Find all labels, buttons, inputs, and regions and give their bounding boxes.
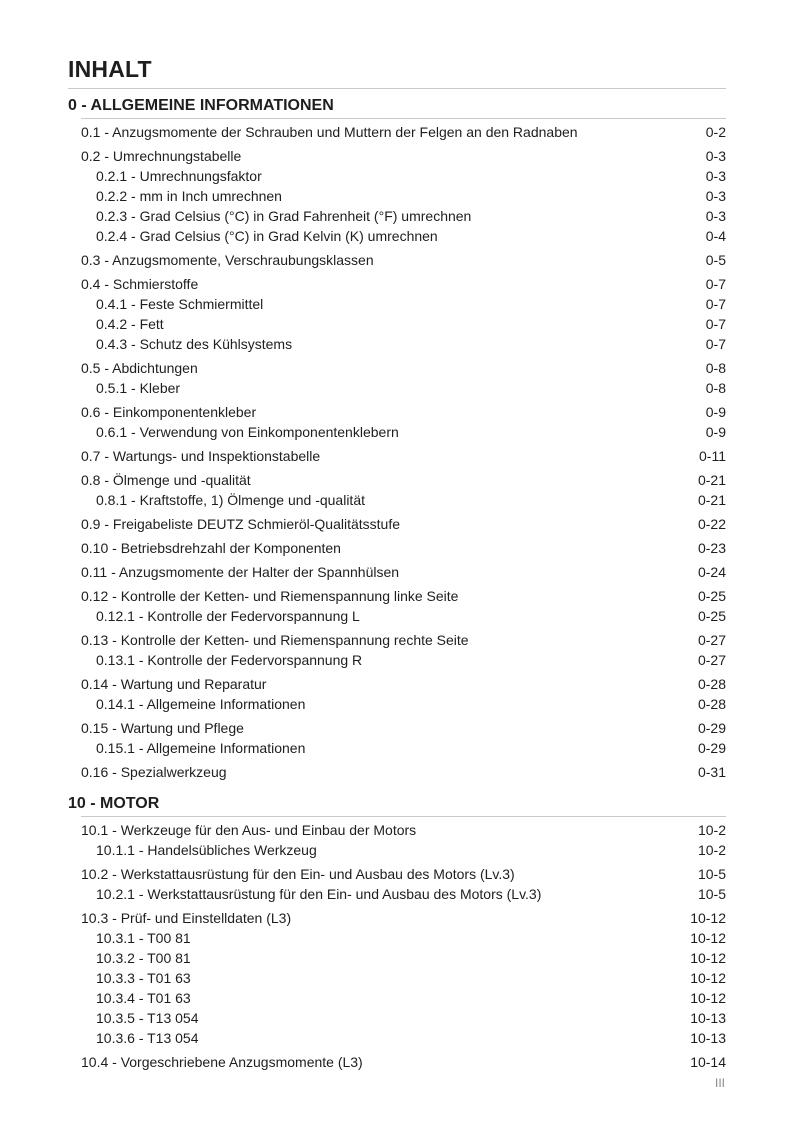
toc-entry-title: 0.9 - Freigabeliste DEUTZ Schmieröl-Qualitätsstufe — [81, 516, 400, 532]
toc-subentry[interactable] — [68, 840, 726, 860]
toc-entry-page: 0-29 — [697, 740, 726, 756]
title-divider — [68, 88, 726, 89]
toc-entry-title: 10.3.2 - T00 81 — [96, 950, 191, 966]
table-of-contents — [68, 94, 726, 1072]
toc-entry[interactable] — [68, 1052, 726, 1072]
toc-entry-title: 10.1 - Werkzeuge für den Aus- und Einbau der Motors — [81, 822, 417, 838]
toc-entry-title: 0.4.1 - Feste Schmiermittel — [96, 296, 264, 312]
toc-entry-page: 0-29 — [697, 720, 726, 736]
toc-entry-title: 0.2.2 - mm in Inch umrechnen — [96, 188, 282, 204]
toc-entry-page: 0-9 — [705, 424, 726, 440]
section-divider — [81, 816, 726, 817]
toc-entry[interactable] — [68, 718, 726, 738]
toc-entry-page: 0-21 — [697, 492, 726, 508]
toc-entry-page: 10-2 — [697, 842, 726, 858]
toc-entry[interactable] — [68, 470, 726, 490]
toc-subentry[interactable] — [68, 166, 726, 186]
toc-entry[interactable] — [68, 514, 726, 534]
toc-entry[interactable] — [68, 586, 726, 606]
toc-entry-title: 0.4.2 - Fett — [96, 316, 164, 332]
toc-subentry[interactable] — [68, 968, 726, 988]
toc-entry-title: 0.3 - Anzugsmomente, Verschraubungsklassen — [81, 252, 374, 268]
toc-subentry[interactable] — [68, 1008, 726, 1028]
toc-entry-page: 0-28 — [697, 676, 726, 692]
toc-subentry[interactable] — [68, 948, 726, 968]
toc-entry-title: 0.15.1 - Allgemeine Informationen — [96, 740, 306, 756]
toc-entry-title: 0.1 - Anzugsmomente der Schrauben und Muttern der Felgen an den Radnaben — [81, 124, 578, 140]
toc-entry[interactable] — [68, 864, 726, 884]
toc-entry-page: 0-25 — [697, 608, 726, 624]
toc-entry-title: 10.3 - Prüf- und Einstelldaten (L3) — [81, 910, 292, 926]
toc-entry-title: 0.6.1 - Verwendung von Einkomponentenklebern — [96, 424, 399, 440]
toc-entry-page: 0-23 — [697, 540, 726, 556]
toc-entry-page: 10-5 — [697, 886, 726, 902]
toc-entry-title: 10.4 - Vorgeschriebene Anzugsmomente (L3) — [81, 1054, 363, 1070]
toc-entry-page: 0-21 — [697, 472, 726, 488]
toc-entry[interactable] — [68, 630, 726, 650]
toc-entry-title: 10.3.5 - T13 054 — [96, 1010, 199, 1026]
toc-entry-page: 10-2 — [697, 822, 726, 838]
toc-entry-title: 10.3.1 - T00 81 — [96, 930, 191, 946]
toc-entry[interactable] — [68, 146, 726, 166]
toc-entry-page: 0-9 — [705, 404, 726, 420]
toc-entry-page: 0-24 — [697, 564, 726, 580]
toc-entry-title: 0.14 - Wartung und Reparatur — [81, 676, 267, 692]
toc-entry-page: 0-7 — [705, 316, 726, 332]
page-number: III — [714, 1076, 725, 1090]
toc-entry-title: 0.5 - Abdichtungen — [81, 360, 198, 376]
toc-entry-title: 0.12.1 - Kontrolle der Federvorspannung L — [96, 608, 360, 624]
toc-subentry[interactable] — [68, 186, 726, 206]
toc-entry-title: 0.2.3 - Grad Celsius (°C) in Grad Fahrenheit (°F) umrechnen — [96, 208, 472, 224]
toc-entry-page: 0-3 — [705, 168, 726, 184]
toc-entry-title: 0.12 - Kontrolle der Ketten- und Riemenspannung linke Seite — [81, 588, 459, 604]
toc-subentry[interactable] — [68, 988, 726, 1008]
toc-entry-page: 0-4 — [705, 228, 726, 244]
toc-entry-page: 10-12 — [690, 990, 726, 1006]
toc-entry-page: 0-8 — [705, 380, 726, 396]
toc-entry-title: 0.7 - Wartungs- und Inspektionstabelle — [81, 448, 321, 464]
toc-entry-title: 0.10 - Betriebsdrehzahl der Komponenten — [81, 540, 341, 556]
toc-subentry[interactable] — [68, 694, 726, 714]
toc-entry-title: 0.4 - Schmierstoffe — [81, 276, 199, 292]
toc-entry-page: 10-12 — [690, 930, 726, 946]
toc-entry-title: 0.13 - Kontrolle der Ketten- und Riemenspannung rechte Seite — [81, 632, 469, 648]
toc-entry[interactable] — [68, 274, 726, 294]
toc-subentry[interactable] — [68, 738, 726, 758]
page-title: INHALT — [68, 56, 152, 82]
section-divider — [81, 118, 726, 119]
toc-entry-title: 0.13.1 - Kontrolle der Federvorspannung R — [96, 652, 363, 668]
toc-entry-page: 0-22 — [697, 516, 726, 532]
toc-entry-title: 0.8.1 - Kraftstoffe, 1) Ölmenge und -qualität — [96, 492, 366, 508]
toc-entry[interactable] — [68, 250, 726, 270]
toc-entry-page: 0-3 — [705, 188, 726, 204]
toc-entry-page: 0-27 — [697, 652, 726, 668]
toc-entry[interactable] — [68, 538, 726, 558]
toc-entry-page: 0-28 — [697, 696, 726, 712]
toc-entry-title: 0.8 - Ölmenge und -qualität — [81, 472, 251, 488]
toc-entry-page: 0-5 — [705, 252, 726, 268]
toc-entry-title: 10.2 - Werkstattausrüstung für den Ein- und Ausbau des Motors (Lv.3) — [81, 866, 515, 882]
section-heading: 0 - ALLGEMEINE INFORMATIONEN — [68, 97, 334, 114]
section-heading: 10 - MOTOR — [68, 795, 160, 812]
toc-entry[interactable] — [68, 762, 726, 782]
toc-subentry[interactable] — [68, 422, 726, 442]
toc-entry[interactable] — [68, 446, 726, 466]
toc-entry-title: 0.15 - Wartung und Pflege — [81, 720, 244, 736]
toc-subentry[interactable] — [68, 378, 726, 398]
toc-entry[interactable] — [68, 402, 726, 422]
toc-entry[interactable] — [68, 562, 726, 582]
toc-entry-title: 0.14.1 - Allgemeine Informationen — [96, 696, 306, 712]
toc-entry-title: 10.3.4 - T01 63 — [96, 990, 191, 1006]
toc-subentry[interactable] — [68, 314, 726, 334]
toc-entry-title: 0.11 - Anzugsmomente der Halter der Spannhülsen — [81, 564, 400, 580]
toc-entry-page: 10-12 — [690, 970, 726, 986]
toc-subentry[interactable] — [68, 928, 726, 948]
toc-entry-title: 0.16 - Spezialwerkzeug — [81, 764, 227, 780]
toc-entry-page: 10-13 — [690, 1010, 726, 1026]
toc-subentry[interactable] — [68, 226, 726, 246]
toc-entry-page: 0-8 — [705, 360, 726, 376]
toc-entry-page: 10-5 — [697, 866, 726, 882]
toc-entry-page: 0-27 — [697, 632, 726, 648]
toc-subentry[interactable] — [68, 490, 726, 510]
toc-entry-page: 10-14 — [690, 1054, 726, 1070]
toc-entry-title: 10.2.1 - Werkstattausrüstung für den Ein- und Ausbau des Motors (Lv.3) — [96, 886, 542, 902]
toc-subentry[interactable] — [68, 606, 726, 626]
toc-entry-page: 10-12 — [690, 950, 726, 966]
toc-subentry[interactable] — [68, 650, 726, 670]
toc-entry-page: 0-7 — [705, 336, 726, 352]
toc-entry-page: 0-2 — [705, 124, 726, 140]
toc-subentry[interactable] — [68, 1028, 726, 1048]
toc-entry-page: 0-25 — [697, 588, 726, 604]
toc-entry[interactable] — [68, 358, 726, 378]
toc-entry-title: 0.2.1 - Umrechnungsfaktor — [96, 168, 262, 184]
toc-entry-title: 10.1.1 - Handelsübliches Werkzeug — [96, 842, 317, 858]
toc-entry-page: 0-11 — [699, 448, 726, 464]
toc-entry-page: 0-7 — [705, 296, 726, 312]
toc-entry-title: 0.6 - Einkomponentenkleber — [81, 404, 257, 420]
toc-subentry[interactable] — [68, 294, 726, 314]
toc-entry-title: 10.3.3 - T01 63 — [96, 970, 191, 986]
toc-entry-title: 0.2.4 - Grad Celsius (°C) in Grad Kelvin (K) umrechnen — [96, 228, 438, 244]
toc-subentry[interactable] — [68, 334, 726, 354]
toc-entry[interactable] — [68, 908, 726, 928]
toc-entry[interactable] — [68, 122, 726, 142]
toc-subentry[interactable] — [68, 884, 726, 904]
toc-entry[interactable] — [68, 820, 726, 840]
toc-entry-title: 0.2 - Umrechnungstabelle — [81, 148, 242, 164]
toc-entry-title: 0.4.3 - Schutz des Kühlsystems — [96, 336, 293, 352]
toc-entry-page: 0-3 — [705, 148, 726, 164]
toc-entry-page: 10-12 — [690, 910, 726, 926]
toc-entry-page: 0-3 — [705, 208, 726, 224]
toc-entry[interactable] — [68, 674, 726, 694]
toc-entry-page: 10-13 — [690, 1030, 726, 1046]
toc-entry-title: 10.3.6 - T13 054 — [96, 1030, 199, 1046]
toc-entry-title: 0.5.1 - Kleber — [96, 380, 181, 396]
toc-subentry[interactable] — [68, 206, 726, 226]
toc-entry-page: 0-7 — [705, 276, 726, 292]
toc-entry-page: 0-31 — [697, 764, 726, 780]
